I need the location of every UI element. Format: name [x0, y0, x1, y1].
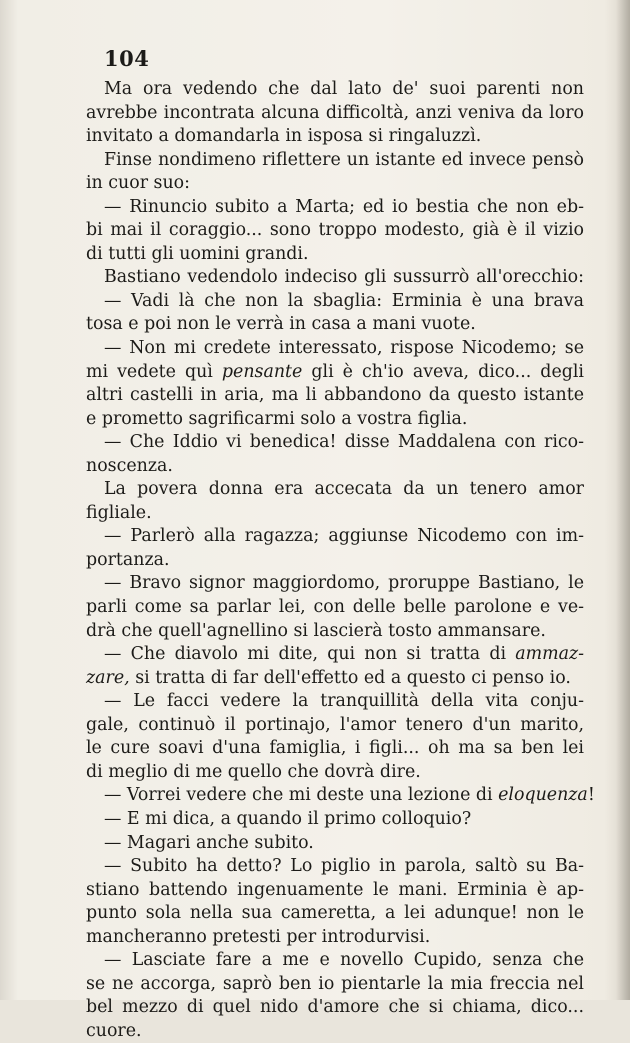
italic-word: ammaz- [515, 644, 584, 665]
text-line: stiano battendo ingenuamente le mani. Erminia è ap- [86, 879, 584, 900]
text-line: — Parlerò alla ragazza; aggiunse Nicodemo con im- [104, 526, 584, 547]
text-line: e prometto sagrificarmi solo a vostra figlia. [86, 408, 468, 429]
text-line: Ma ora vedendo che dal lato de' suoi parenti non [104, 79, 584, 99]
text-line: — Che Iddio vi benedica! disse Maddalena con rico- [104, 432, 584, 453]
text-line: parli come sa parlar lei, con delle belle parolone e ve- [86, 597, 584, 618]
text-line: tosa e poi non le verrà in casa a mani vuote. [86, 314, 476, 335]
body-text [86, 78, 595, 1043]
text-line: Finse nondimeno riflettere un istante ed invece pensò [104, 149, 584, 170]
text-line: portanza. [86, 549, 170, 570]
text-segment: — Vorrei vedere che mi deste una lezione di [104, 785, 499, 806]
page-number: 104 [104, 46, 150, 71]
text-segment: — Che diavolo mi dite, qui non si tratta di [104, 644, 516, 665]
text-line: mancheranno pretesti per introdurvisi. [86, 926, 431, 947]
italic-word: pensante [221, 361, 303, 382]
text-segment: si tratta di far dell'effetto ed a questo ci penso io. [129, 667, 571, 688]
text-line: cuore. [86, 1020, 142, 1041]
text-line: se ne accorga, saprò ben io pientarle la mia freccia nel [86, 973, 584, 994]
text-line [86, 643, 584, 667]
text-segment: ! [587, 785, 595, 806]
text-line: invitato a domandarla in isposa si ringaluzzì. [86, 126, 482, 147]
text-line: le cure soavi d'una famiglia, i figli... oh ma sa ben lei [86, 738, 584, 759]
text-line: noscenza. [86, 455, 173, 476]
text-line: punto sola nella sua cameretta, a lei adunque! non le [86, 903, 584, 924]
text-line: di meglio di me quello che dovrà dire. [86, 761, 421, 782]
italic-word: eloquenza [498, 785, 588, 806]
text-line: — Le facci vedere la tranquillità della vita conju- [104, 691, 584, 712]
text-line: bel mezzo di quel nido d'amore che si chiama, dico... [86, 997, 584, 1018]
text-line: — Rinuncio subito a Marta; ed io bestia che non eb- [104, 196, 584, 217]
italic-word: zare, [86, 667, 130, 688]
text-line: di tutti gli uomini grandi. [86, 243, 309, 264]
text-line: altri castelli in aria, ma li abbandono da questo istante [86, 385, 584, 406]
text-line: gale, continuò il portinajo, l'amor tenero d'un marito, [86, 714, 584, 735]
text-line: Bastiano vedendolo indeciso gli sussurrò all'orecchio: [104, 267, 584, 288]
text-line: bi mai il coraggio... sono troppo modesto, già è il vizio [86, 220, 584, 241]
text-line: — Subito ha detto? Lo piglio in parola, saltò su Ba- [104, 856, 584, 877]
text-line: — Magari anche subito. [104, 832, 314, 853]
text-line: — Bravo signor maggiordomo, proruppe Bastiano, le [104, 573, 584, 594]
text-line: drà che quell'agnellino si lascierà tosto ammansare. [86, 620, 546, 641]
text-line: in cuor suo: [86, 173, 190, 194]
text-line: La povera donna era accecata da un tenero amor [104, 479, 584, 500]
text-line: — Vadi là che non la sbaglia: Erminia è una brava [104, 290, 584, 311]
text-line: — Non mi credete interessato, rispose Nicodemo; se [104, 338, 584, 359]
text-segment: gli è ch'io aveva, dico... degli [302, 361, 584, 382]
text-line: avrebbe incontrata alcuna difficoltà, anzi veniva da loro [86, 102, 584, 123]
text-segment: mi vedete quì [86, 361, 222, 382]
text-line [86, 784, 595, 808]
text-line [86, 667, 584, 691]
text-line: — Lasciate fare a me e novello Cupido, senza che [104, 950, 584, 971]
text-line: — E mi dica, a quando il primo colloquio? [104, 808, 472, 829]
text-line: figliale. [86, 502, 152, 523]
page-edge-shadow [616, 0, 630, 1000]
text-line [86, 361, 584, 385]
